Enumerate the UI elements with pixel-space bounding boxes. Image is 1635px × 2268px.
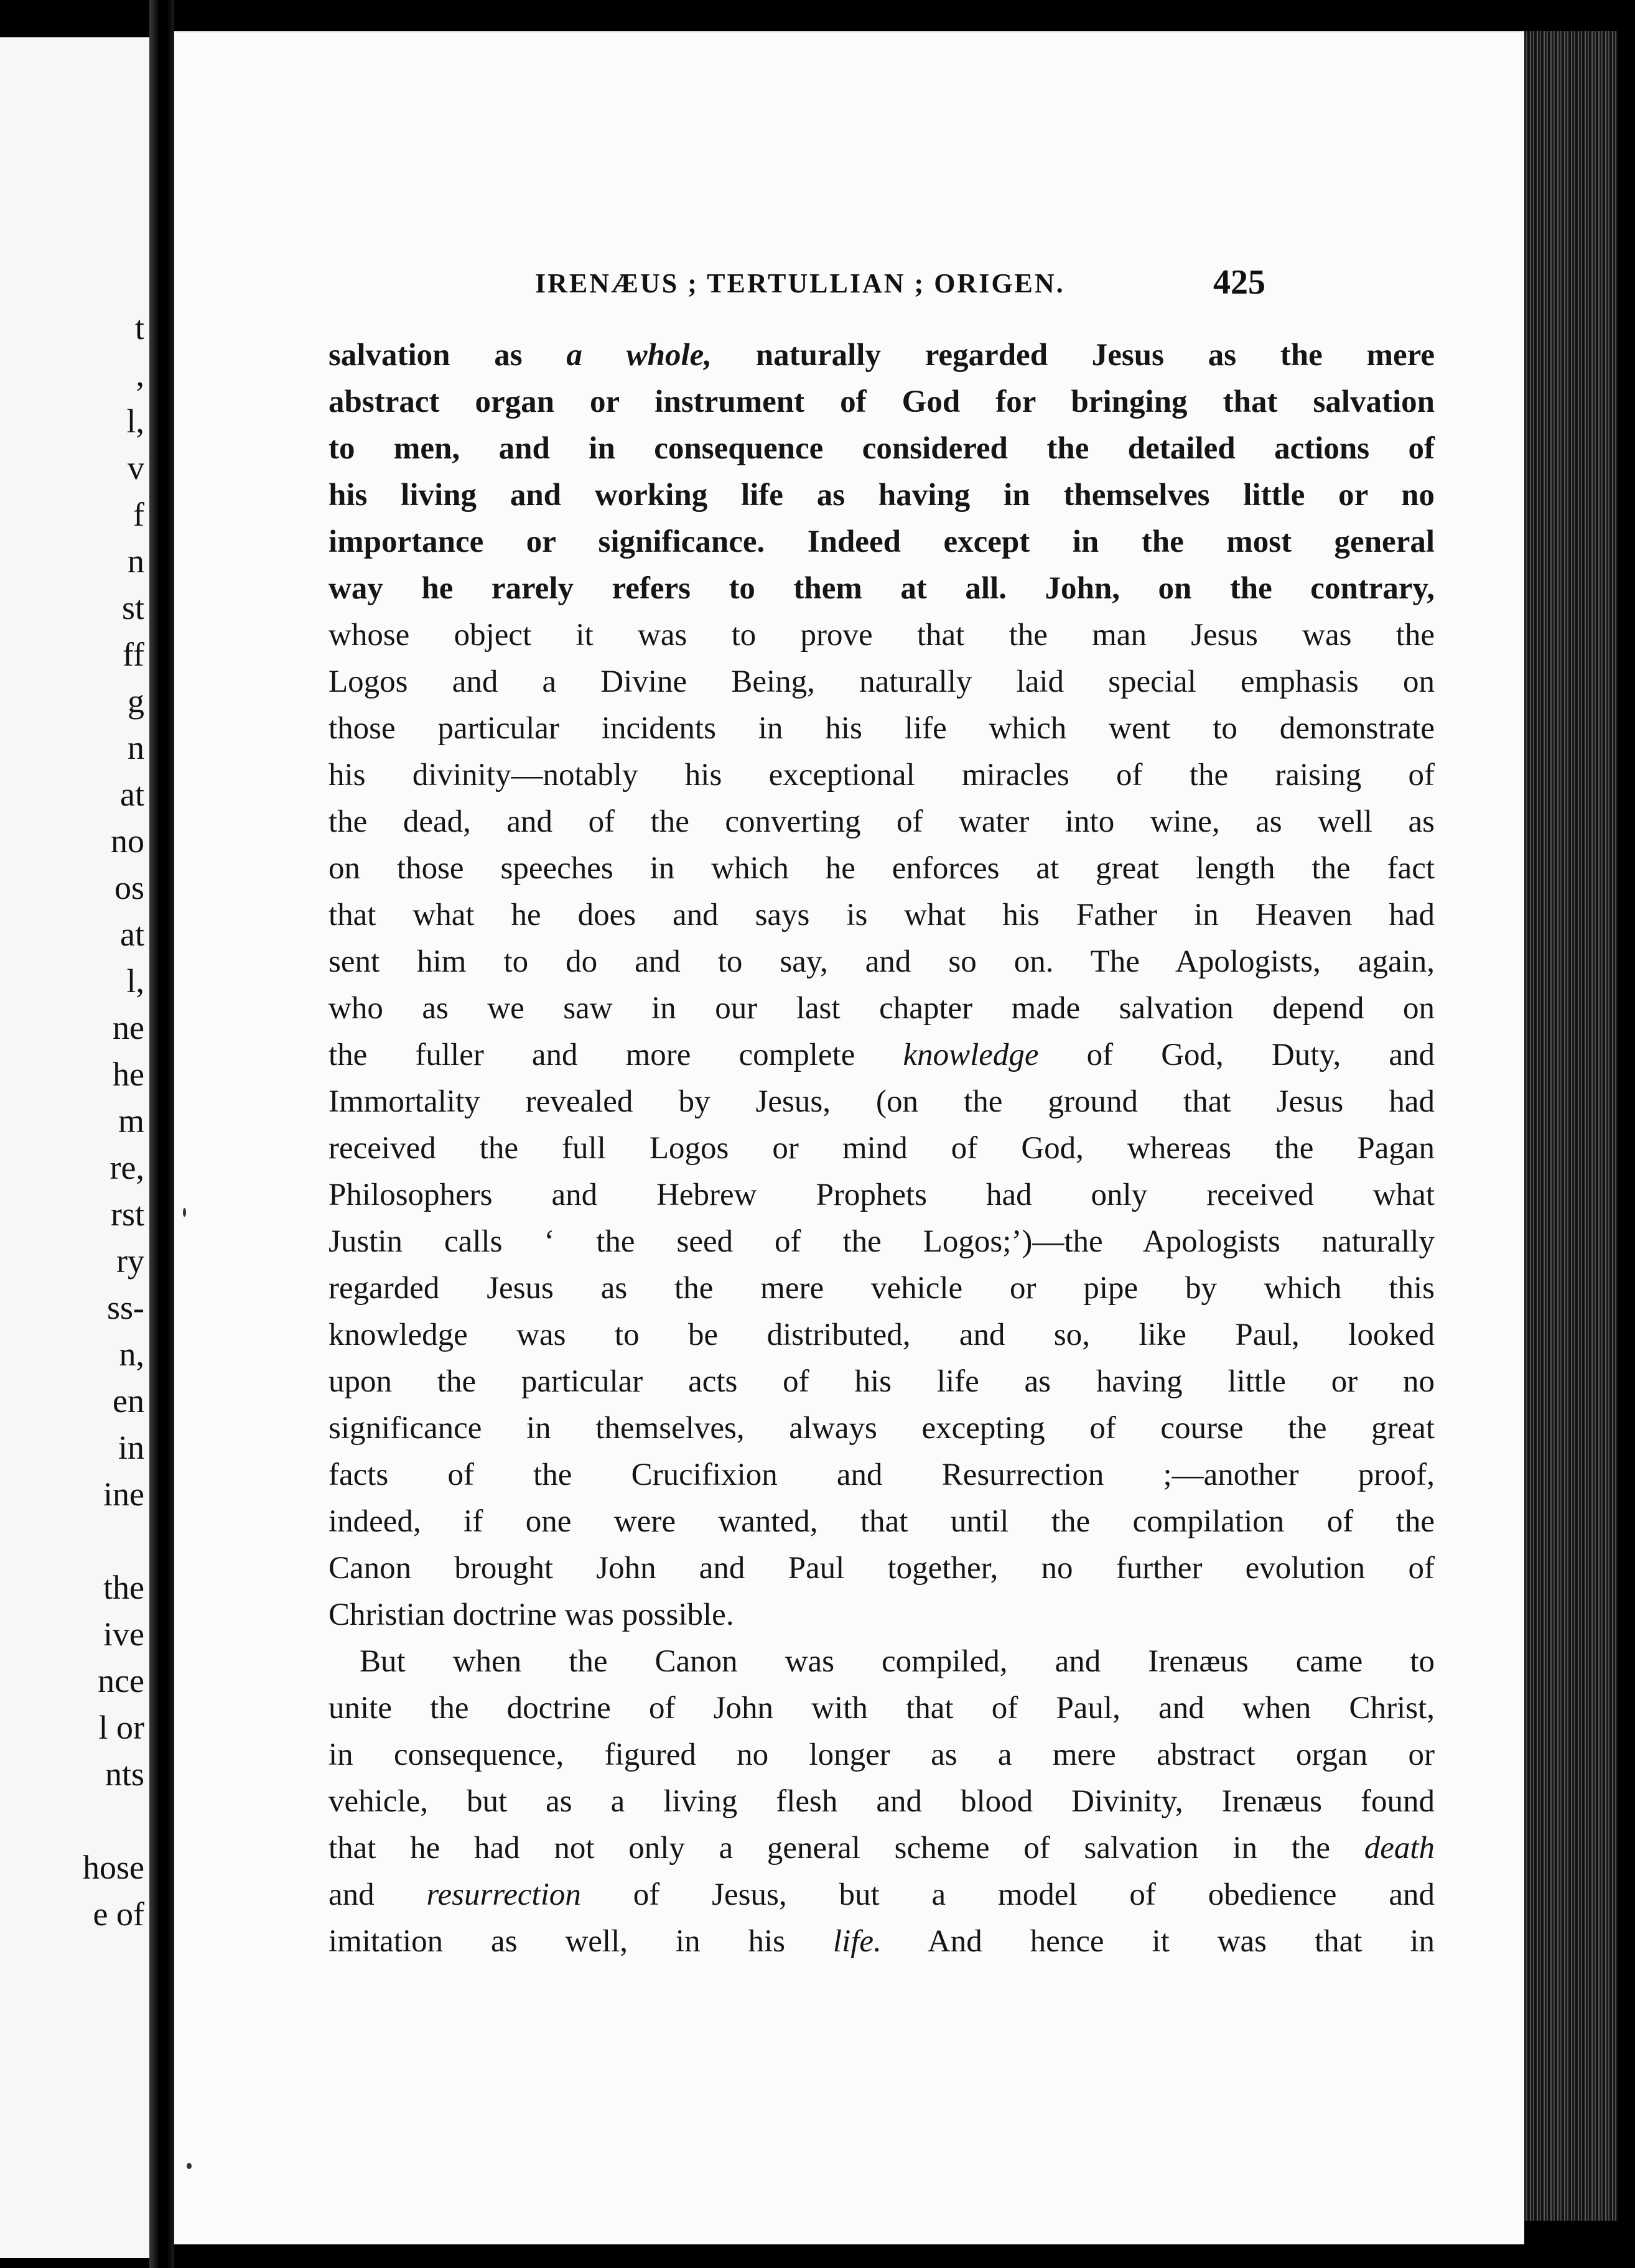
italic-segment: a whole, [566, 338, 712, 373]
text-line [328, 1825, 1435, 1872]
text-line [328, 1125, 1435, 1172]
text-segment: abstract organ or instrument of God for bringing that salvation [328, 384, 1435, 419]
book-page [174, 31, 1524, 2244]
text-line [328, 379, 1435, 425]
text-segment: And hence it was that in [881, 1924, 1435, 1959]
italic-segment: death [1364, 1831, 1435, 1866]
ink-speck [187, 2163, 192, 2169]
facing-page-text-fragment: v [128, 449, 144, 486]
facing-page-text-fragment: ff [123, 636, 144, 673]
text-segment: But when the Canon was compiled, and Irenæus came to [360, 1644, 1435, 1679]
facing-page-text-fragment: ive [103, 1615, 144, 1653]
facing-page-text-fragment: rst [111, 1196, 144, 1233]
text-segment: in consequence, figured no longer as a mere abstract organ or [328, 1737, 1435, 1772]
text-line [328, 1545, 1435, 1592]
page-number: 425 [1213, 263, 1265, 302]
text-segment: that he had not only a general scheme of salvation in the [328, 1831, 1364, 1866]
text-line [328, 1172, 1435, 1219]
text-line [328, 659, 1435, 705]
text-line [328, 1265, 1435, 1312]
facing-page-text-fragment: he [113, 1056, 144, 1093]
text-segment: indeed, if one were wanted, that until the compilation of the [328, 1504, 1435, 1539]
ink-speck [183, 1208, 186, 1217]
facing-page-text-fragment: ss- [106, 1289, 144, 1326]
text-line [328, 1732, 1435, 1778]
text-line [328, 1452, 1435, 1499]
text-line [328, 472, 1435, 519]
text-line [328, 1032, 1435, 1079]
text-segment: who as we saw in our last chapter made salvation depend on [328, 991, 1435, 1026]
text-line [328, 565, 1435, 612]
facing-page-text-fragment: at [120, 916, 144, 953]
running-head-title: IRENÆUS ; TERTULLIAN ; ORIGEN. [535, 268, 1065, 299]
text-segment: those particular incidents in his life which went to demonstrate [328, 711, 1435, 746]
running-head [174, 263, 1524, 306]
facing-page-text-fragment: l or [98, 1709, 144, 1746]
text-segment: upon the particular acts of his life as having little or no [328, 1364, 1435, 1399]
text-segment: the dead, and of the converting of water into wine, as well as [328, 804, 1435, 839]
text-segment: that what he does and says is what his Father in Heaven had [328, 898, 1435, 932]
facing-page-text-fragment: n, [119, 1336, 144, 1373]
text-line [328, 1872, 1435, 1918]
facing-page-fragment [0, 37, 149, 2258]
text-segment: of God, Duty, and [1038, 1038, 1435, 1072]
facing-page-text-fragment: in [118, 1429, 144, 1466]
text-line [328, 1499, 1435, 1545]
text-segment: salvation as [328, 338, 567, 373]
facing-page-text-fragment: ne [113, 1009, 144, 1046]
text-segment: vehicle, but as a living flesh and blood Divinity, Irenæus found [328, 1784, 1435, 1819]
text-line [328, 985, 1435, 1032]
text-segment: unite the doctrine of John with that of Paul, and when Christ, [328, 1691, 1435, 1726]
facing-page-text-fragment: g [128, 682, 144, 720]
text-line [328, 1778, 1435, 1825]
text-line [328, 1685, 1435, 1732]
text-segment: his living and working life as having in themselves little or no [328, 478, 1435, 513]
facing-page-text-fragment: n [128, 729, 144, 766]
text-segment: naturally regarded Jesus as the mere [712, 338, 1435, 373]
facing-page-text-fragment: os [114, 869, 144, 906]
text-line [328, 425, 1435, 472]
text-line [328, 1359, 1435, 1405]
text-line [328, 799, 1435, 845]
facing-page-text-fragment: re, [109, 1149, 144, 1186]
text-line [328, 705, 1435, 752]
body-text [328, 332, 1435, 1965]
italic-segment: life. [832, 1924, 882, 1959]
text-segment: facts of the Crucifixion and Resurrection ;—another proof, [328, 1457, 1435, 1492]
text-line [328, 892, 1435, 939]
text-segment: Immortality revealed by Jesus, (on the ground that Jesus had [328, 1084, 1435, 1119]
text-segment: Philosophers and Hebrew Prophets had only received what [328, 1178, 1435, 1212]
text-line [328, 612, 1435, 659]
text-segment: sent him to do and to say, and so on. The Apologists, again, [328, 944, 1435, 979]
facing-page-text-fragment: ine [103, 1476, 144, 1513]
facing-page-text-fragment: hose [83, 1849, 144, 1886]
text-segment: of Jesus, but a model of obedience and [580, 1877, 1435, 1912]
facing-page-text-fragment: f [133, 496, 144, 533]
facing-page-text-fragment: no [111, 822, 144, 860]
text-segment: Justin calls ‘ the seed of the Logos;’)—the Apologists naturally [328, 1224, 1435, 1259]
text-segment: to men, and in consequence considered the detailed actions of [328, 431, 1435, 466]
text-line [328, 519, 1435, 565]
text-line [328, 1219, 1435, 1265]
text-segment: importance or significance. Indeed except in the most general [328, 524, 1435, 559]
text-line [328, 332, 1435, 379]
text-segment: on those speeches in which he enforces at great length the fact [328, 851, 1435, 886]
text-segment: his divinity—notably his exceptional miracles of the raising of [328, 758, 1435, 792]
facing-page-text-fragment: en [113, 1382, 144, 1420]
text-segment: and [328, 1877, 427, 1912]
text-line [328, 1638, 1435, 1685]
text-segment: imitation as well, in his [328, 1924, 833, 1959]
facing-page-text-fragment: the [103, 1569, 144, 1606]
facing-page-text-fragment: ry [116, 1242, 144, 1280]
text-segment: regarded Jesus as the mere vehicle or pipe by which this [328, 1271, 1435, 1306]
italic-segment: resurrection [426, 1877, 581, 1912]
text-segment: Logos and a Divine Being, naturally laid special emphasis on [328, 664, 1435, 699]
text-line [328, 1592, 1435, 1638]
text-line [328, 939, 1435, 985]
facing-page-text-fragment: l, [126, 402, 144, 440]
text-line [328, 1079, 1435, 1125]
text-segment: knowledge was to be distributed, and so, like Paul, looked [328, 1318, 1435, 1352]
facing-page-text-fragment: , [136, 356, 144, 393]
book-gutter [149, 0, 174, 2268]
italic-segment: knowledge [903, 1038, 1039, 1072]
page-fore-edge [1524, 31, 1618, 2221]
text-line [328, 752, 1435, 799]
text-line [328, 1405, 1435, 1452]
text-segment: Christian doctrine was possible. [328, 1597, 734, 1632]
text-segment: significance in themselves, always excepting of course the great [328, 1411, 1435, 1446]
facing-page-text-fragment: n [128, 542, 144, 580]
text-segment: received the full Logos or mind of God, whereas the Pagan [328, 1131, 1435, 1166]
text-line [328, 1918, 1435, 1965]
text-line [328, 845, 1435, 892]
facing-page-text-fragment: m [118, 1102, 144, 1140]
text-segment: whose object it was to prove that the man Jesus was the [328, 618, 1435, 653]
text-segment: way he rarely refers to them at all. John, on the contrary, [328, 571, 1435, 606]
facing-page-text-fragment: nts [105, 1755, 144, 1793]
text-line [328, 1312, 1435, 1359]
facing-page-text-fragment: at [120, 776, 144, 813]
facing-page-text-fragment: e of [93, 1895, 144, 1933]
facing-page-text-fragment: nce [98, 1662, 144, 1699]
text-segment: Canon brought John and Paul together, no further evolution of [328, 1551, 1435, 1586]
facing-page-text-fragment: l, [126, 962, 144, 1000]
facing-page-text-fragment: st [121, 589, 144, 626]
text-segment: the fuller and more complete [328, 1038, 903, 1072]
facing-page-text-fragment: t [134, 309, 144, 346]
